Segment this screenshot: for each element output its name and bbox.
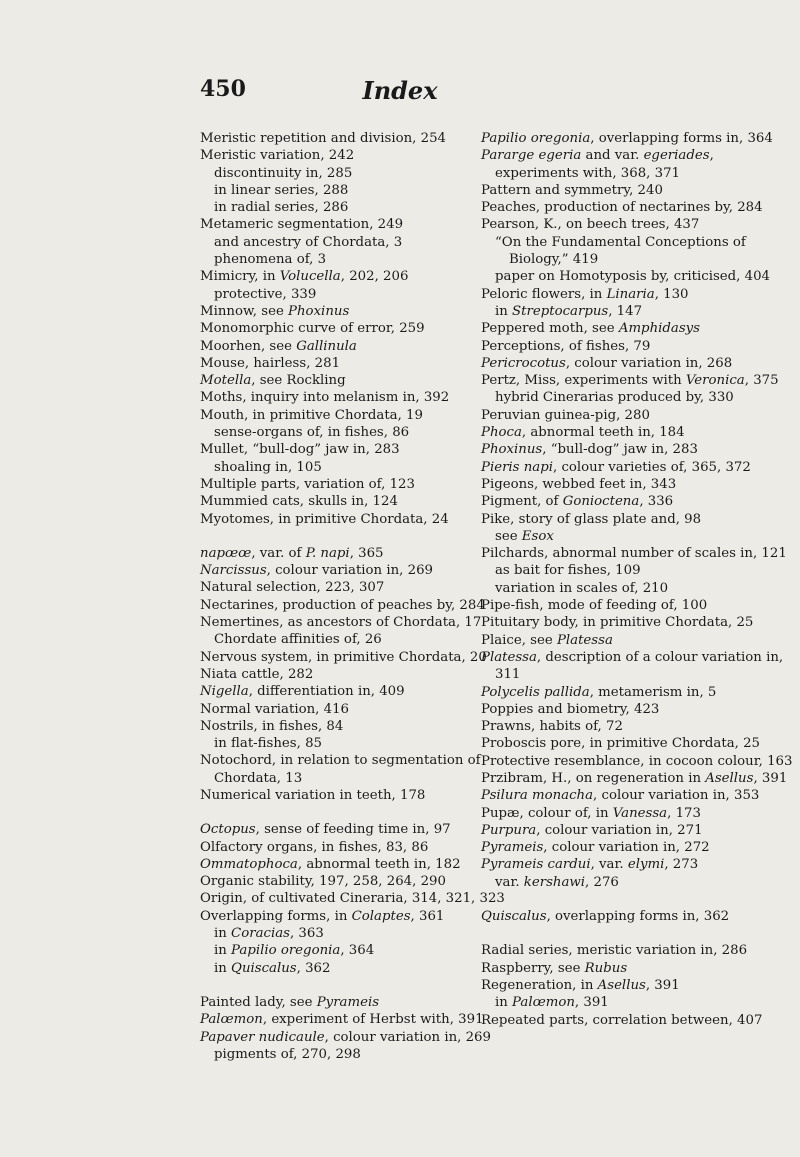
index-subentry — [481, 234, 793, 269]
index-entry — [200, 718, 512, 735]
index-entry — [481, 199, 793, 216]
entry-text: , metamerism in, 5 — [589, 684, 717, 700]
index-entry — [481, 805, 793, 822]
index-entry — [200, 614, 512, 631]
entry-text: Painted lady, see — [200, 994, 317, 1010]
index-entry — [200, 545, 512, 562]
index-entry — [200, 597, 512, 614]
entry-text: in flat-fishes, 85 — [214, 736, 322, 752]
entry-text: Peppered moth, see — [481, 321, 619, 337]
index-entry — [481, 977, 793, 994]
entry-text: , abnormal teeth in, 182 — [297, 856, 461, 872]
index-entry — [200, 994, 512, 1011]
entry-italic-term: Polycelis pallida — [481, 684, 590, 700]
entry-text: Nervous system, in primitive Chordata, 20 — [200, 649, 487, 665]
entry-text: , 276 — [585, 874, 619, 890]
entry-text: , overlapping forms in, 362 — [546, 909, 730, 925]
entry-text: , 273 — [664, 857, 699, 873]
entry-text: Chordate affinities of, 26 — [214, 632, 382, 648]
index-entry — [200, 821, 512, 838]
entry-text: , var. — [590, 857, 628, 873]
index-entry — [481, 216, 793, 233]
entry-text: Pertz, Miss, experiments with — [481, 373, 686, 389]
index-entry — [481, 632, 793, 649]
index-subentry — [200, 960, 512, 977]
entry-text: Perceptions, of fishes, 79 — [481, 338, 651, 354]
entry-text: in radial series, 286 — [214, 200, 349, 216]
entry-text: and ancestry of Chordata, 3 — [214, 234, 403, 250]
index-entry — [200, 579, 512, 596]
entry-text: in — [214, 943, 232, 959]
entry-italic-term: Platessa — [481, 649, 537, 665]
entry-text: Pike, story of glass plate and, 98 — [481, 511, 702, 527]
index-entry — [481, 545, 793, 562]
entry-text: discontinuity in, 285 — [214, 165, 353, 181]
index-entry — [200, 873, 512, 890]
entry-text: , colour varieties of, 365, 372 — [552, 459, 751, 475]
entry-text: pigments of, 270, 298 — [214, 1046, 361, 1062]
index-subentry — [481, 389, 793, 406]
index-entry — [481, 753, 793, 770]
entry-text: Minnow, see — [200, 303, 289, 319]
entry-text: , description of a colour variation in, 311 — [495, 649, 784, 683]
index-entry — [481, 320, 793, 337]
index-entry — [200, 890, 512, 907]
entry-text: in — [214, 960, 232, 976]
entry-text: Meristic repetition and division, 254 — [200, 131, 447, 146]
entry-text: Regeneration, in — [481, 977, 598, 993]
entry-text: Pearson, K., on beech trees, 437 — [481, 217, 700, 233]
index-subentry — [200, 735, 512, 752]
index-entry — [481, 476, 793, 493]
entry-italic-term: Narcissus — [200, 563, 267, 579]
entry-text: Poppies and biometry, 423 — [481, 701, 660, 717]
entry-text: Numerical variation in teeth, 178 — [200, 787, 426, 803]
index-entry — [200, 407, 512, 424]
entry-italic-term: Psilura monacha — [481, 788, 594, 804]
entry-text: , var. of — [251, 545, 306, 561]
index-entry — [481, 649, 793, 684]
entry-text: , 336 — [639, 494, 674, 510]
entry-text: paper on Homotyposis by, criticised, 404 — [495, 269, 771, 285]
index-entry — [481, 787, 793, 804]
index-entry — [481, 407, 793, 424]
entry-italic-term: Quiscalus — [231, 960, 297, 976]
entry-text: Protective resemblance, in cocoon colour, 163 — [481, 753, 793, 769]
entry-text: Prawns, habits of, 72 — [481, 719, 623, 735]
entry-text: , 202, 206 — [340, 269, 409, 285]
index-subentry — [481, 528, 793, 545]
entry-text: , colour variation in, 353 — [593, 788, 760, 804]
index-subentry — [200, 165, 512, 182]
entry-text: and var. — [581, 148, 644, 164]
entry-italic-term: Palœmon — [512, 995, 575, 1011]
index-entry — [200, 355, 512, 372]
index-entry — [481, 839, 793, 856]
entry-italic-term: Phoxinus — [288, 303, 350, 319]
entry-italic-term: Papilio oregonia — [231, 943, 341, 959]
index-subentry — [200, 286, 512, 303]
entry-italic-term: Volucella — [279, 269, 341, 285]
entry-text: Raspberry, see — [481, 960, 585, 976]
entry-italic-term: Rubus — [584, 960, 628, 976]
index-entry — [481, 182, 793, 199]
entry-text: Niata cattle, 282 — [200, 666, 314, 682]
entry-text: , 363 — [289, 926, 324, 942]
entry-text: Mouse, hairless, 281 — [200, 355, 341, 371]
entry-text: Multiple parts, variation of, 123 — [200, 476, 415, 492]
index-subentry — [481, 562, 793, 579]
entry-italic-term: Gallinula — [296, 338, 357, 354]
entry-text: phenomena of, 3 — [214, 252, 327, 268]
entry-italic-term: Phoca — [481, 425, 522, 441]
entry-italic-term: Palœmon — [200, 1012, 263, 1028]
index-entry — [481, 770, 793, 787]
index-entry — [481, 424, 793, 441]
entry-text: , experiment of Herbst with, 391 — [262, 1012, 484, 1028]
index-entry — [200, 511, 512, 528]
entry-text: Pupæ, colour of, in — [481, 805, 613, 821]
index-subentry — [200, 942, 512, 959]
entry-text: , 391 — [645, 977, 680, 993]
index-entry — [481, 942, 793, 959]
entry-text: , 364 — [340, 943, 375, 959]
entry-text: Notochord, in relation to segmentation of Chordata, 13 — [200, 753, 481, 786]
entry-italic-term: Esox — [521, 528, 554, 544]
index-entry — [481, 856, 793, 873]
index-entry — [481, 960, 793, 977]
index-entry — [481, 908, 793, 925]
entry-text: Mummied cats, skulls in, 124 — [200, 494, 398, 510]
entry-italic-term: Asellus — [705, 770, 754, 786]
entry-text: Nostrils, in fishes, 84 — [200, 718, 344, 734]
index-entry — [481, 735, 793, 752]
entry-text: Mimicry, in — [200, 269, 280, 285]
entry-text: Plaice, see — [481, 632, 557, 648]
entry-text: var. — [495, 874, 524, 890]
index-entry — [481, 614, 793, 631]
entry-italic-term: Nigella — [200, 684, 249, 700]
index-entry — [200, 147, 512, 164]
index-entry — [200, 908, 512, 925]
entry-italic-term: Veronica — [685, 373, 745, 389]
index-entry — [200, 493, 512, 510]
entry-italic-term: Quiscalus — [481, 909, 547, 925]
index-entry — [200, 389, 512, 406]
entry-text: Pituitary body, in primitive Chordata, 25 — [481, 615, 754, 631]
entry-text: Metameric segmentation, 249 — [200, 217, 404, 233]
index-entry — [481, 355, 793, 372]
entry-italic-term: Papilio oregonia — [481, 131, 591, 146]
entry-text: Proboscis pore, in primitive Chordata, 25 — [481, 736, 761, 752]
entry-text: Peaches, production of nectarines by, 284 — [481, 200, 763, 216]
entry-text: , see Rockling — [251, 373, 346, 389]
index-entry — [200, 752, 512, 787]
index-entry — [200, 701, 512, 718]
entry-text: Repeated parts, correlation between, 407 — [481, 1012, 763, 1028]
entry-text: , sense of feeding time in, 97 — [255, 822, 451, 838]
entry-text: Pattern and symmetry, 240 — [481, 182, 663, 198]
entry-text: , experiments with, 368, 371 — [495, 148, 714, 181]
entry-text: Mullet, “bull-dog” jaw in, 283 — [200, 442, 400, 458]
entry-text: protective, 339 — [214, 286, 317, 302]
page-header — [0, 76, 800, 110]
section-gap — [481, 891, 793, 908]
index-subentry — [481, 303, 793, 320]
entry-text: in — [495, 995, 513, 1011]
entry-text: in — [495, 303, 513, 319]
index-subentry — [200, 199, 512, 216]
index-entry — [200, 683, 512, 700]
entry-italic-term: Pyrameis cardui — [481, 857, 591, 873]
index-subentry — [200, 182, 512, 199]
entry-italic-term: Pericrocotus — [481, 355, 566, 371]
index-entry — [200, 787, 512, 804]
entry-text: , 361 — [410, 908, 445, 924]
entry-italic-term: egeriades — [643, 148, 710, 164]
section-gap — [200, 528, 512, 545]
entry-text: Nemertines, as ancestors of Chordata, 17 — [200, 615, 482, 631]
entry-italic-term: Coracias — [231, 926, 290, 942]
entry-text: , abnormal teeth in, 184 — [521, 425, 685, 441]
entry-text: “On the Fundamental Conceptions of Biology,” 419 — [495, 234, 746, 268]
entry-text: Overlapping forms, in — [200, 908, 352, 924]
entry-italic-term: Octopus — [200, 822, 256, 838]
entry-text: , overlapping forms in, 364 — [590, 131, 773, 146]
entry-text: Organic stability, 197, 258, 264, 290 — [200, 874, 446, 890]
entry-text: Nectarines, production of peaches by, 284 — [200, 597, 485, 613]
entry-text: Normal variation, 416 — [200, 701, 349, 717]
running-title: Index — [362, 76, 438, 105]
entry-italic-term: Asellus — [597, 977, 646, 993]
entry-text: in — [214, 926, 232, 942]
entry-text: Peloric flowers, in — [481, 286, 607, 302]
index-entry — [200, 372, 512, 389]
entry-text: Monomorphic curve of error, 259 — [200, 321, 425, 337]
index-entry — [481, 701, 793, 718]
entry-text: , colour variation in, 269 — [266, 563, 433, 579]
index-entry — [200, 130, 512, 147]
entry-text: Origin, of cultivated Cineraria, 314, 321, 323 — [200, 891, 505, 907]
entry-text: , 391 — [574, 995, 609, 1011]
entry-italic-term: Pyrameis — [481, 840, 544, 856]
index-entry — [481, 459, 793, 476]
index-column-right — [481, 130, 793, 1029]
entry-text: in linear series, 288 — [214, 182, 349, 198]
index-entry — [200, 1011, 512, 1028]
entry-italic-term: Colaptes — [351, 908, 411, 924]
index-entry — [481, 822, 793, 839]
index-subentry — [200, 459, 512, 476]
index-entry — [200, 268, 512, 285]
entry-text: Mouth, in primitive Chordata, 19 — [200, 407, 423, 423]
index-entry — [200, 476, 512, 493]
entry-text: , 173 — [667, 805, 701, 821]
entry-italic-term: Amphidasys — [618, 321, 700, 337]
entry-text: , differentiation in, 409 — [248, 684, 405, 700]
index-entry — [200, 441, 512, 458]
entry-text: , 375 — [744, 373, 779, 389]
entry-italic-term: Platessa — [556, 632, 613, 648]
entry-italic-term: Purpura — [481, 822, 537, 838]
entry-italic-term: P. napi — [305, 545, 350, 561]
index-subentry — [481, 580, 793, 597]
entry-italic-term: Ommatophoca — [200, 856, 298, 872]
page-number: 450 — [200, 76, 246, 102]
index-subentry — [200, 1046, 512, 1063]
entry-italic-term: Pyrameis — [316, 994, 380, 1010]
index-entry — [200, 856, 512, 873]
entry-text: Meristic variation, 242 — [200, 148, 355, 164]
section-gap — [481, 925, 793, 942]
entry-italic-term: kershawi — [523, 874, 586, 890]
entry-italic-term: Gonioctena — [562, 494, 640, 510]
entry-text: Pigeons, webbed feet in, 343 — [481, 476, 677, 492]
index-entry — [481, 338, 793, 355]
entry-italic-term: Streptocarpus — [512, 303, 609, 319]
index-entry — [481, 130, 793, 147]
index-entry — [481, 1012, 793, 1029]
index-entry — [481, 511, 793, 528]
index-entry — [481, 684, 793, 701]
entry-text: Olfactory organs, in fishes, 83, 86 — [200, 839, 429, 855]
entry-text: Pilchards, abnormal number of scales in, 121 — [481, 546, 787, 562]
entry-text: , 147 — [608, 303, 643, 319]
index-entry — [200, 338, 512, 355]
index-entry — [200, 320, 512, 337]
entry-text: Peruvian guinea-pig, 280 — [481, 407, 650, 423]
entry-italic-term: Linaria — [606, 286, 655, 302]
entry-italic-term: Motella — [200, 373, 252, 389]
index-entry — [481, 493, 793, 510]
index-column-left — [200, 130, 512, 1063]
index-entry — [481, 718, 793, 735]
index-subentry — [200, 424, 512, 441]
entry-text: , 391 — [753, 770, 788, 786]
entry-text: , 362 — [296, 960, 331, 976]
entry-text: Myotomes, in primitive Chordata, 24 — [200, 511, 449, 527]
entry-text: Pipe-fish, mode of feeding of, 100 — [481, 598, 708, 614]
entry-text: , colour variation in, 269 — [324, 1029, 491, 1045]
index-entry — [200, 649, 512, 666]
entry-text: , colour variation in, 271 — [536, 822, 703, 838]
index-subentry — [481, 268, 793, 285]
index-subentry — [200, 234, 512, 251]
entry-text: , 130 — [654, 286, 689, 302]
entry-italic-term: Vanessa — [612, 805, 668, 821]
entry-text: , “bull-dog” jaw in, 283 — [542, 442, 698, 458]
index-entry — [481, 286, 793, 303]
entry-text: , 365 — [349, 545, 384, 561]
index-subentry — [481, 994, 793, 1011]
entry-text: Radial series, meristic variation in, 286 — [481, 943, 748, 959]
entry-text: as bait for fishes, 109 — [495, 563, 641, 579]
entry-text: , colour variation in, 268 — [565, 355, 733, 371]
index-entry — [200, 666, 512, 683]
section-gap — [200, 804, 512, 821]
entry-text: Natural selection, 223, 307 — [200, 580, 385, 596]
entry-italic-term: Papaver nudicaule — [200, 1029, 325, 1045]
index-entry — [481, 372, 793, 389]
entry-text: hybrid Cinerarias produced by, 330 — [495, 390, 734, 406]
index-entry — [200, 839, 512, 856]
entry-italic-term: elymi — [627, 857, 665, 873]
entry-text: see — [495, 528, 522, 544]
entry-text: sense-organs of, in fishes, 86 — [214, 425, 410, 441]
entry-text: Pigment, of — [481, 494, 563, 510]
index-subentry — [200, 925, 512, 942]
entry-italic-term: napœœ — [200, 545, 252, 561]
index-subentry — [200, 631, 512, 648]
index-entry — [200, 1029, 512, 1046]
index-entry — [200, 303, 512, 320]
entry-italic-term: Phoxinus — [481, 442, 543, 458]
index-subentry — [200, 251, 512, 268]
index-entry — [481, 441, 793, 458]
index-entry — [481, 597, 793, 614]
index-subentry — [481, 874, 793, 891]
entry-text: Moorhen, see — [200, 338, 297, 354]
entry-text: shoaling in, 105 — [214, 459, 322, 475]
entry-text: variation in scales of, 210 — [495, 580, 669, 596]
entry-text: Przibram, H., on regeneration in — [481, 770, 706, 786]
entry-text: Moths, inquiry into melanism in, 392 — [200, 390, 450, 406]
index-entry — [200, 216, 512, 233]
entry-text: , colour variation in, 272 — [543, 840, 710, 856]
entry-italic-term: Pieris napi — [481, 459, 553, 475]
section-gap — [200, 977, 512, 994]
entry-italic-term: Pararge egeria — [481, 148, 582, 164]
index-entry — [200, 562, 512, 579]
index-entry — [481, 147, 793, 182]
